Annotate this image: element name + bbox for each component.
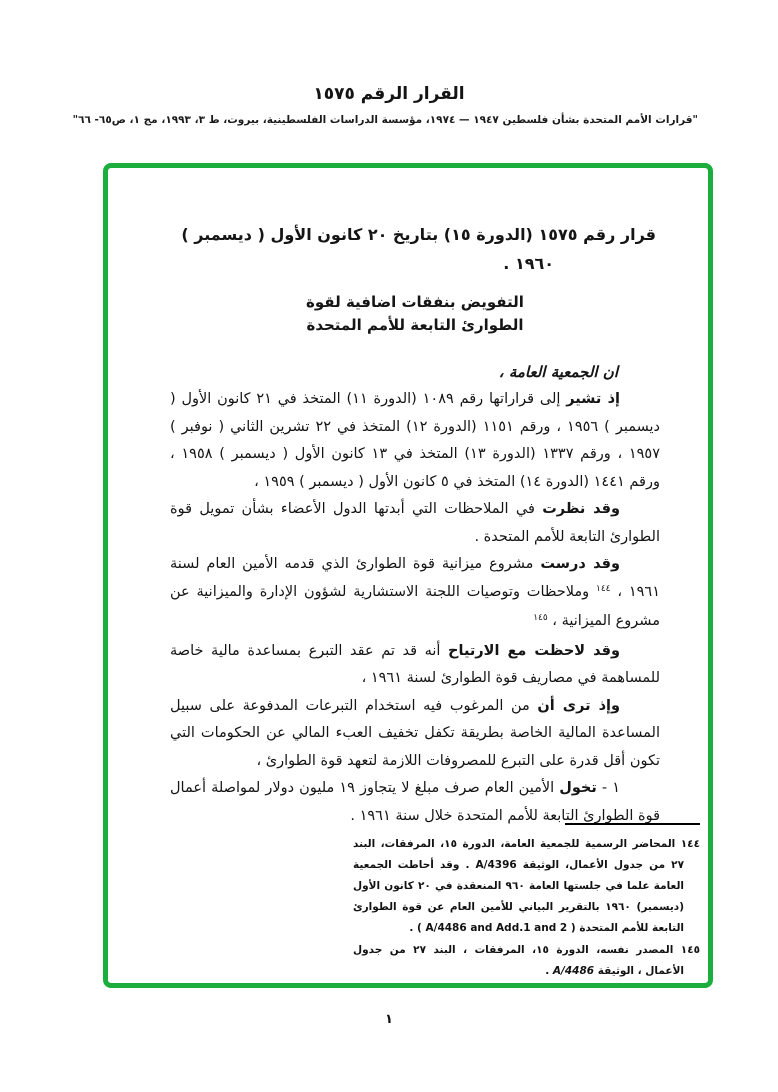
resolution-body [170,220,660,830]
body-paragraph: إذ تشير إلى قراراتها رقم ١٠٨٩ (الدورة ١١) المتخذ في ٢١ كانون الأول ( ديسمبر ) ١٩٥٦ ، ورقم ١١٥١ (الدورة ١٢) المتخذ في ٢٢ تشرين الثاني ( نوفبر ) ١٩٥٧ ، ورقم ١٣٣٧ (الدورة ١٣) المتخذ في ١٣ كانون الأول ( ديسمبر ) ١٩٥٨ ، ورقم ١٤٤١ (الدورة ١٤) المتخذ في ٥ كانون الأول ( ديسمبر ) ١٩٥٩ ، [170,391,661,490]
footnote-separator [565,823,700,825]
resolution-heading [170,220,660,278]
resolution-sheet-green-border [103,163,713,988]
body-paragraph: وقد نظرت في الملاحظات التي أبدتها الدول الأعضاء بشأن تمويل قوة الطوارئ التابعة للأمم المتحدة . [170,501,660,545]
page-number: ١ [385,1012,393,1027]
footnotes-section [353,823,700,982]
body-paragraph: وإذ ترى أن من المرغوب فيه استخدام التبرعات المدفوعة على سبيل المساعدة المالية الخاصة بطريقة تكفل تخفيف العبء المالي عن الحكومات التي تكون أقل قدرة على التبرع للمصروفات اللازمة لتعهد قوة الطوارئ ، [170,697,660,769]
opening-phrase: ان الجمعية العامة ، [498,363,618,381]
citation-line: "قرارات الأمم المتحدة بشأن فلسطين ١٩٤٧ — ١٩٧٤، مؤسسة الدراسات الفلسطينية، بيروت، ط ٣، ١٩٩٣، مج ١، ص٦٥- ٦٦" [72,114,698,126]
body-paragraph: وقد لاحظت مع الارتياح أنه قد تم عقد التبرع بمساعدة مالية خاصة للمساهمة في مصاريف قوة الطوارئ لسنة ١٩٦١ ، [170,642,660,686]
footnote-144: ١٤٤ المحاضر الرسمية للجمعية العامة، الدورة ١٥، المرفقات، البند ٢٧ من جدول الأعمال، الوثيقة A/4396 . وقد أحاطت الجمعية العامة علما في جلستها العامة ٩٦٠ المنعقدة في ٢٠ كانون الأول (ديسمبر) ١٩٦٠ بالتقرير البياني للأمين العام عن قوة الطوارئ التابعة للأمم المتحدة ( A/4486 and Add.1 and 2 ) . [353,838,700,934]
resolution-heading-line2: ١٩٦٠ . [503,254,554,273]
document-title: القرار الرقم ١٥٧٥ [313,84,465,104]
resolution-subject-line2: الطوارئ التابعة للأمم المتحدة [306,316,524,334]
body-paragraph: وقد درست مشروع ميزانية قوة الطوارئ الذي قدمه الأمين العام لسنة ١٩٦١ ، $^{١٤٤}$ وملاحظات وتوصيات اللجنة الاستشارية لشؤون الإدارة والميزانية عن مشروع الميزانية ، $^{١٤٥}$ [170,556,660,629]
footnote-145: ١٤٥ المصدر نفسه، الدورة ١٥، المرفقات ، البند ٢٧ من جدول الأعمال ، الوثيقة A/4486 . [353,944,701,977]
resolution-heading-line1: قرار رقم ١٥٧٥ (الدورة ١٥) بتاريخ ٢٠ كانون الأول ( ديسمبر ) [181,225,656,244]
resolution-subject [170,291,660,337]
body-paragraph: ١ - تخول الأمين العام صرف مبلغ لا يتجاوز ١٩ مليون دولار لمواصلة أعمال قوة الطوارئ التابعة للأمم المتحدة خلال سنة ١٩٦١ . [170,780,660,824]
resolution-subject-line1: التفويض بنفقات اضافية لقوة [306,293,524,311]
